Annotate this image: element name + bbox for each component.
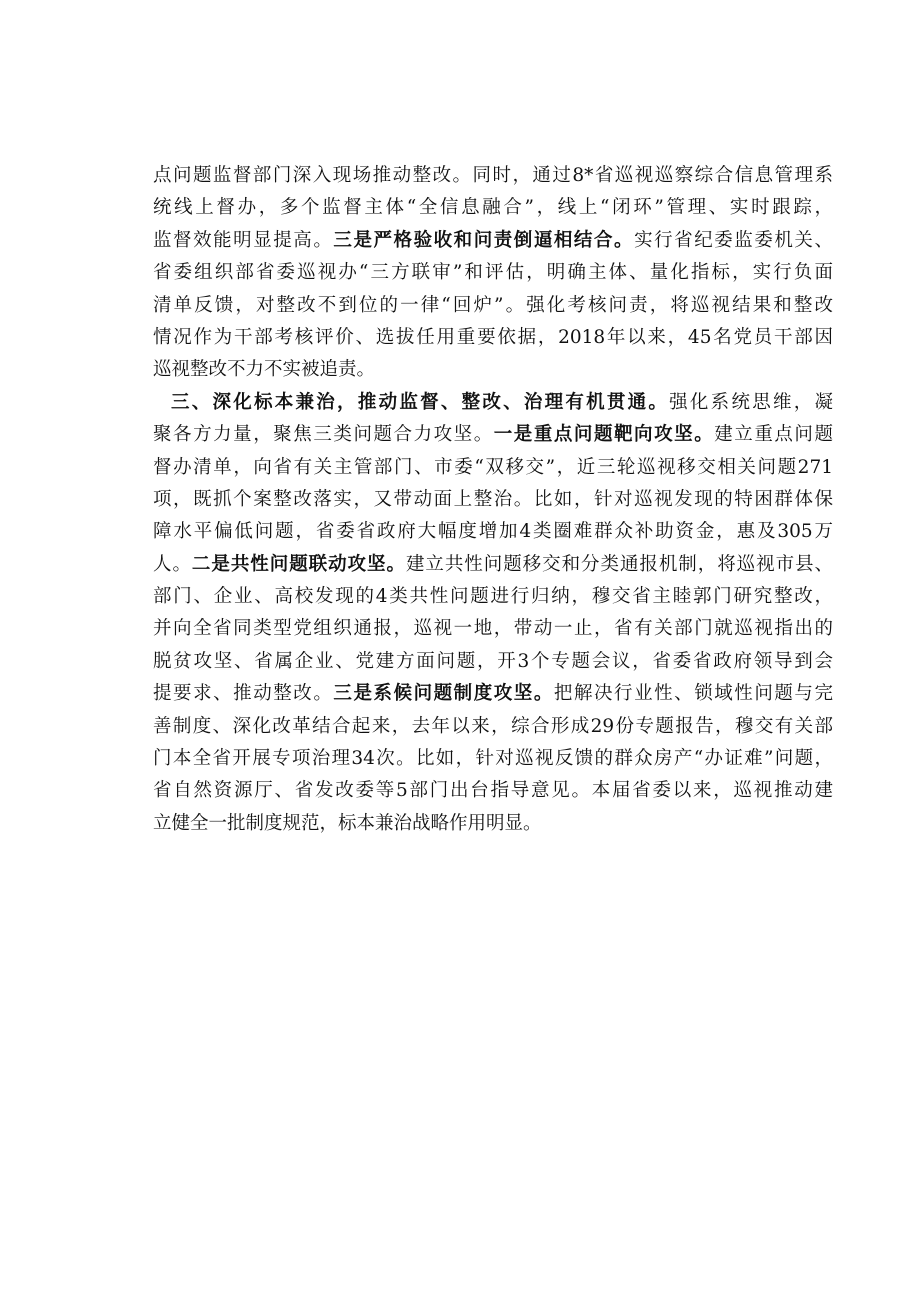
text-run: 门本全省开展专项治理34次。比如，针对巡视反馈的群众房产“办证难”问题， xyxy=(153,748,833,770)
text-line xyxy=(153,516,833,548)
text-run: 脱贫攻坚、省属企业、党建方面问题，开3个专题会议，省委省政府领导到会 xyxy=(153,650,833,672)
text-run: 聚各方力量，聚焦三类问题合力攻坚。 xyxy=(153,424,494,446)
bold-heading-run: 一是重点问题靶向攻坚。 xyxy=(493,424,715,446)
text-run: 情况作为干部考核评价、选拔任用重要依据，2018年以来，45名党员干部因 xyxy=(153,326,833,348)
text-run: 统线上督办，多个监督主体“全信息融合”，线上“闭环”管理、实时跟踪， xyxy=(153,197,833,219)
text-run: 把解决行业性、锁域性问题与完 xyxy=(553,683,833,705)
text-run: 人。 xyxy=(153,553,192,575)
text-run: 点问题监督部门深入现场推动整改。同时，通过8*省巡视巡察综合信息管理系 xyxy=(153,165,833,186)
text-line xyxy=(153,646,833,678)
text-run: 巡视整改不力不实被追责。 xyxy=(153,359,376,381)
text-run: 强化系统思维，凝 xyxy=(669,391,833,413)
text-line xyxy=(153,160,833,192)
text-run: 建立共性问题移交和分类通报机制，将巡视市县、 xyxy=(405,553,833,575)
text-line xyxy=(153,354,833,386)
text-line xyxy=(153,484,833,516)
text-run: 项，既抓个案整改落实，又带动面上整治。比如，针对巡视发现的特困群体保 xyxy=(153,488,833,510)
bold-heading-run: 三是严格验收和问责倒逼相结合。 xyxy=(333,229,635,251)
text-line xyxy=(153,290,833,322)
text-line xyxy=(153,387,833,419)
text-line xyxy=(153,549,833,581)
text-line xyxy=(153,322,833,354)
text-run: 监督效能明显提高。 xyxy=(153,229,334,251)
text-run: 部门、企业、高校发现的4类共性问题进行归纳，穆交省主睦郭门研究整改， xyxy=(153,586,833,608)
text-run: 省自然资源厅、省发改委等5部门出台指导意见。本届省委以来，巡视推动建 xyxy=(153,780,833,802)
text-line xyxy=(153,192,833,224)
paragraph-1 xyxy=(153,160,833,387)
bold-heading-run: 三是系候问题制度攻坚。 xyxy=(333,683,554,705)
text-line xyxy=(153,257,833,289)
text-line xyxy=(153,711,833,743)
text-line xyxy=(153,775,833,807)
text-run: 并向全省同类型党组织通报，巡视一地，带动一止，省有关部门就巡视指出的 xyxy=(153,618,833,640)
text-run: 省委组织部省委巡视办“三方联审”和评估，明确主体、量化指标，实行负面 xyxy=(153,262,833,284)
text-run: 善制度、深化改革结合起来，去年以来，综合形成29份专题报告，穆交有关部 xyxy=(153,715,833,737)
document-page xyxy=(153,160,833,840)
text-run: 建立重点问题 xyxy=(714,424,833,446)
text-run: 督办清单，向省有关主管部门、市委“双移交”，近三轮巡视移交相关问题271 xyxy=(153,456,833,478)
text-line xyxy=(153,613,833,645)
text-run: 立健全一批制度规范，标本兼治战略作用明显。 xyxy=(153,812,542,834)
section-heading-run: 三、深化标本兼治，推动监督、整改、治理有机贯通。 xyxy=(171,391,670,413)
bold-heading-run: 二是共性问题联动攻坚。 xyxy=(191,553,406,575)
text-run: 提要求、推动整改。 xyxy=(153,683,334,705)
text-line xyxy=(153,452,833,484)
text-line xyxy=(153,678,833,710)
text-line xyxy=(153,225,833,257)
paragraph-2 xyxy=(153,387,833,840)
text-run: 清单反馈，对整改不到位的一律“回炉”。强化考核问责，将巡视结果和整改 xyxy=(153,294,833,316)
text-line xyxy=(153,743,833,775)
text-run: 障水平偏低问题，省委省政府大幅度增加4类圈难群众补助资金，惠及305万 xyxy=(153,521,833,543)
text-run: 实行省纪委监委机关、 xyxy=(634,229,833,251)
text-line xyxy=(153,581,833,613)
text-line xyxy=(153,419,833,451)
text-line xyxy=(153,808,833,840)
